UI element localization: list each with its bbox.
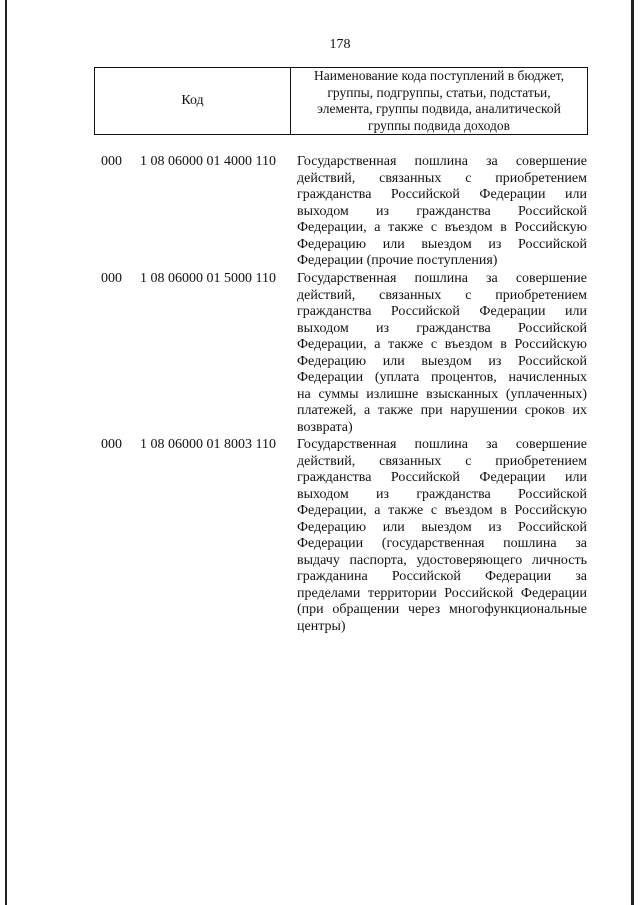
description-line: гражданства Российской Федерации или [297,304,587,319]
revenue-description [297,271,587,436]
description-line: выходом из гражданства Российской [297,486,587,502]
description-line: гражданина Российской Федерации за [297,569,587,584]
admin-code: 000 [101,437,122,452]
revenue-description [297,154,587,270]
description-line: возврата) [297,419,353,435]
page-number: 178 [329,37,351,52]
scan-right-border [631,0,634,905]
description-line: действий, связанных с приобретением [297,170,587,186]
description-line: Федерацию или выездом из Российской [297,353,587,369]
header-name-line: Наименование кода поступлений в бюджет, [313,68,564,83]
revenue-description [297,437,587,635]
description-line: на суммы излишне взысканных (уплаченных) [297,386,587,402]
revenue-code: 1 08 06000 01 4000 110 [140,154,276,169]
description-line: гражданства Российской Федерации или [297,470,587,485]
header-name-line: элемента, группы подвида, аналитической [317,101,561,117]
description-line: выходом из гражданства Российской [297,203,587,219]
description-line: пределами территории Российской Федерации [297,585,587,601]
description-line: Федерации, а также с въездом в Российскую [297,220,587,235]
description-line: Государственная пошлина за совершение [297,271,587,286]
scan-left-border [5,0,7,905]
description-line: Федерации (прочие поступления) [297,253,498,268]
admin-code: 000 [101,271,122,286]
description-line: Федерации (уплата процентов, начисленных [297,370,587,385]
description-line: платежей, а также при нарушении сроков их [297,403,587,418]
description-line: Федерации, а также с въездом в Российскую [297,337,587,352]
revenue-code: 1 08 06000 01 8003 110 [140,437,276,452]
header-name-line: группы, подгруппы, статьи, подстатьи, [327,84,551,100]
description-line: выдачу паспорта, удостоверяющего личность [297,552,587,568]
description-line: выходом из гражданства Российской [297,320,587,336]
header-name-line: группы подвида доходов [368,117,510,133]
description-line: действий, связанных с приобретением [297,453,587,469]
header-table [94,67,588,135]
description-line: Федерацию или выездом из Российской [297,236,587,252]
revenue-code: 1 08 06000 01 5000 110 [140,271,276,286]
description-line: Федерацию или выездом из Российской [297,519,587,535]
description-line: гражданства Российской Федерации или [297,187,587,202]
description-line: Государственная пошлина за совершение [297,437,587,452]
description-line: Федерации, а также с въездом в Российскую [297,503,587,518]
description-line: центры) [297,618,346,634]
description-line: Государственная пошлина за совершение [297,154,587,169]
description-line: Федерации (государственная пошлина за [297,536,587,551]
header-code-cell: Код [95,68,291,135]
description-line: действий, связанных с приобретением [297,287,587,303]
header-name-cell [291,68,588,135]
description-line: (при обращении через многофункциональные [297,602,587,617]
admin-code: 000 [101,154,122,169]
